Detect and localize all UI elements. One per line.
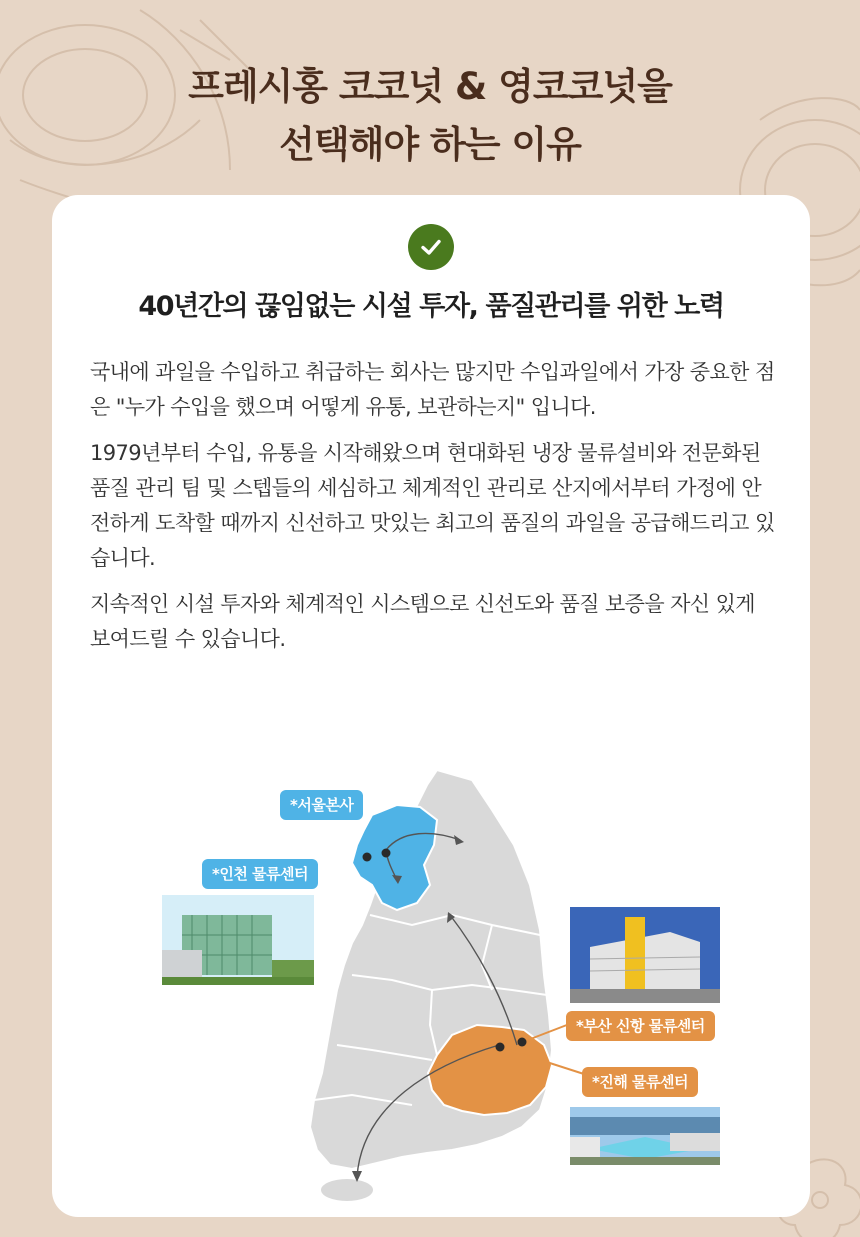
page-title <box>0 58 860 174</box>
jeju-island <box>321 1179 373 1201</box>
page-title-line2: 선택해야 하는 이유 <box>279 123 581 166</box>
check-circle-icon <box>408 224 454 270</box>
body-paragraph: 1979년부터 수입, 유통을 시작해왔으며 현대화된 냉장 물류설비와 전문화된 품질 관리 팀 및 스텝들의 세심하고 체계적인 관리로 산지에서부터 가정에 안전하게 도착할 때까지 신선하고 맛있는 최고의 품질의 과일을 공급해드리고 있습니다. <box>90 441 775 570</box>
page-title-line1: 프레시홍 코코넛 & 영코코넛을 <box>188 65 672 108</box>
seoul-hq-label: *서울본사 <box>280 790 363 820</box>
busan-center-photo <box>570 907 720 1003</box>
jinhae-center-photo <box>570 1107 720 1165</box>
jinhae-center-label: *진해 물류센터 <box>582 1067 698 1097</box>
body-paragraph: 국내에 과일을 수입하고 취급하는 회사는 많지만 수입과일에서 가장 중요한 점은 "누가 수입을 했으며 어떻게 유통, 보관하는지" 입니다. <box>90 360 775 419</box>
section-body <box>90 355 780 668</box>
section-heading: 40년간의 끊임없는 시설 투자, 품질관리를 위한 노력 <box>138 291 724 322</box>
seoul-hq-marker <box>382 849 391 858</box>
content-card <box>52 195 810 1217</box>
incheon-center-label: *인천 물류센터 <box>202 859 318 889</box>
busan-center-marker <box>518 1038 527 1047</box>
incheon-center-marker <box>363 853 372 862</box>
body-paragraph: 지속적인 시설 투자와 체계적인 시스템으로 신선도와 품질 보증을 자신 있게 보여드릴 수 있습니다. <box>90 592 755 651</box>
busan-center-label: *부산 신항 물류센터 <box>566 1011 715 1041</box>
incheon-center-photo <box>162 895 314 985</box>
jinhae-center-marker <box>496 1043 505 1052</box>
logistics-map <box>52 765 810 1217</box>
